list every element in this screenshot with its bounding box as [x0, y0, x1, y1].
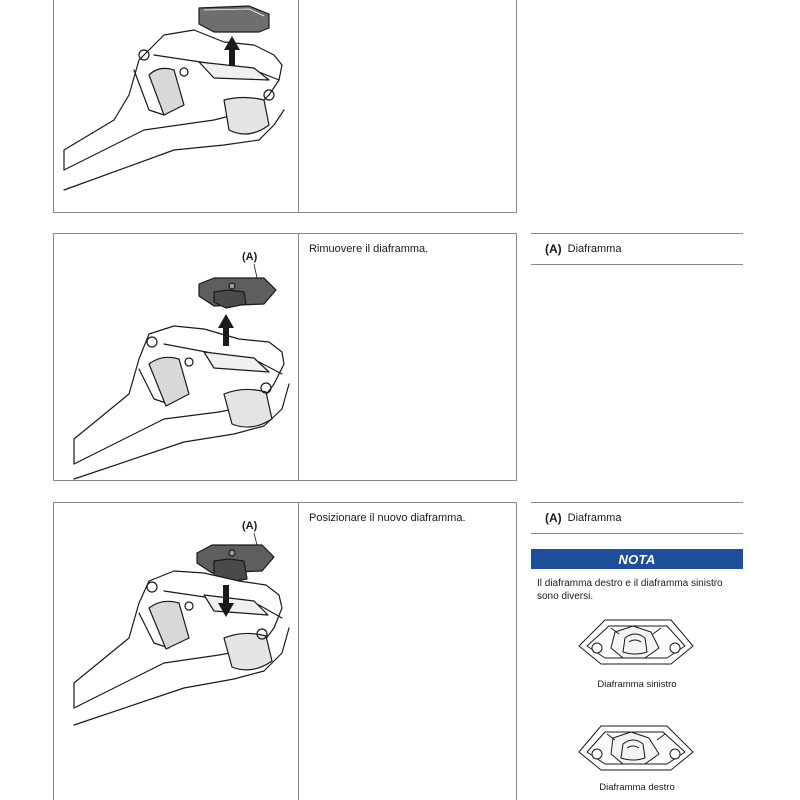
- step-3-illustration: [54, 503, 299, 800]
- legend-label: Diaframma: [567, 243, 622, 255]
- note-header: NOTA: [531, 549, 743, 569]
- callout-label: (A): [242, 520, 258, 532]
- step-row-2: [53, 233, 517, 481]
- step-2-illustration: [54, 234, 299, 480]
- brake-lever-illustration-3: [54, 503, 299, 800]
- step-row-3: [53, 502, 517, 800]
- legend-row-2: [531, 233, 743, 265]
- legend-key: (A): [545, 511, 562, 525]
- step-1-text: [299, 0, 516, 212]
- diaphragm-right-caption: Diaframma destro: [599, 782, 675, 793]
- legend-label: Diaframma: [567, 512, 622, 524]
- step-1-illustration: [54, 0, 299, 212]
- step-row-1: [53, 0, 517, 213]
- callout-label: (A): [242, 251, 258, 263]
- callout-leader: [254, 533, 257, 545]
- note-text: Il diaframma destro e il diaframma sinistro sono diversi.: [537, 578, 723, 602]
- callout-leader: [254, 264, 257, 278]
- brake-lever-illustration-1: [54, 0, 299, 214]
- step-3-text: Posizionare il nuovo diaframma.: [309, 512, 466, 524]
- brake-lever-illustration-2: [54, 234, 299, 482]
- step-2-text: Rimuovere il diaframma.: [309, 243, 429, 255]
- legend-key: (A): [545, 242, 562, 256]
- diaphragm-left-caption: Diaframma sinistro: [597, 679, 677, 690]
- diaphragm-left-figure: [575, 612, 697, 672]
- legend-row-3: [531, 502, 743, 534]
- diaphragm-right-figure: [575, 718, 697, 778]
